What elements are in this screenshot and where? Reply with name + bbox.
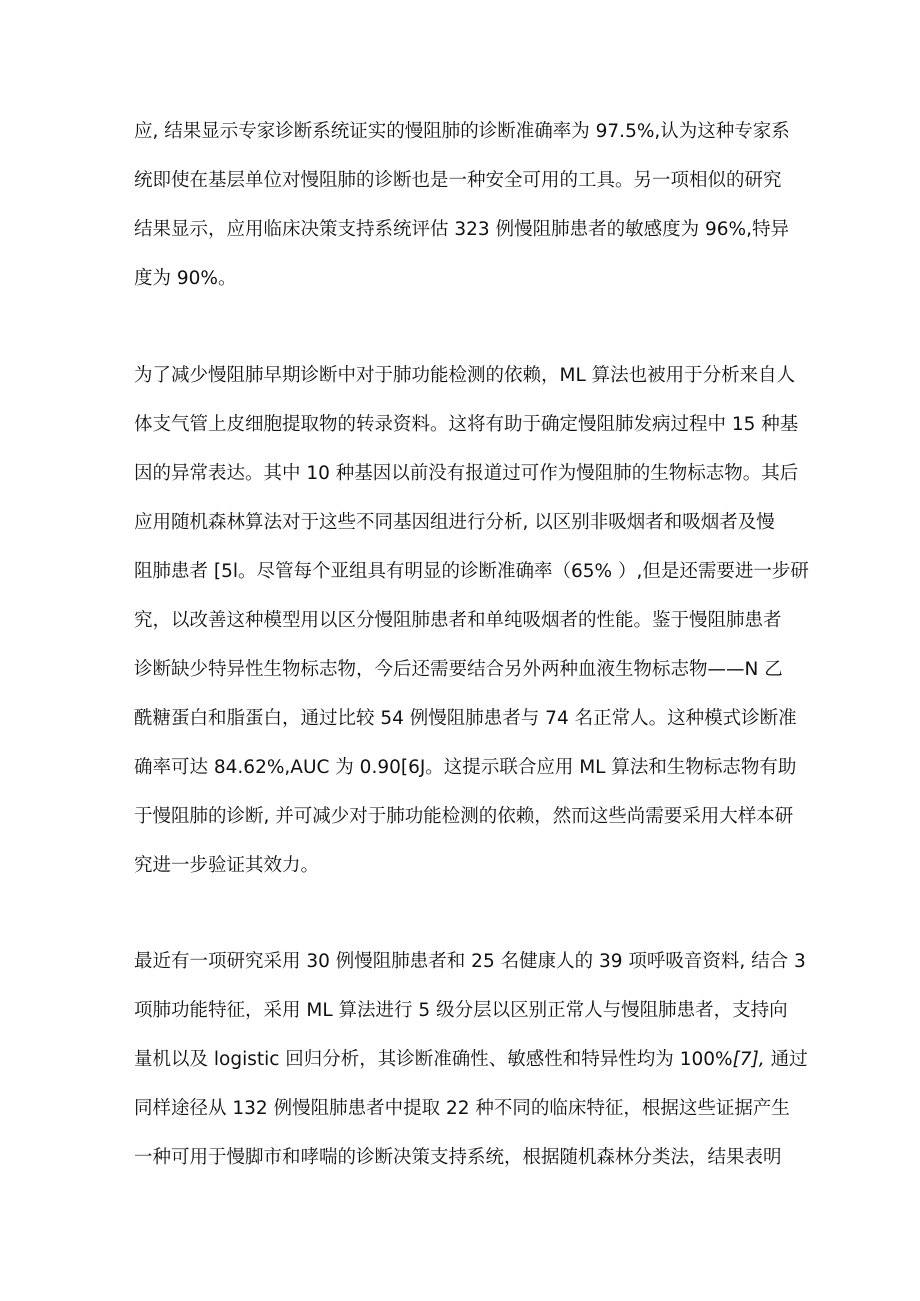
text-line: 因的异常表达。其中 10 种基因以前没有报道过可作为慢阻肺的生物标志物。其后 <box>134 463 799 484</box>
text-line: 为了减少慢阻肺早期诊断中对于肺功能检测的依赖，ML 算法也被用于分析来自人 <box>134 365 796 386</box>
text-line: 应用随机森林算法对于这些不同基因组进行分析, 以区别非吸烟者和吸烟者及慢 <box>134 512 775 533</box>
text-line: 体支气管上皮细胞提取物的转录资料。这将有助于确定慢阻肺发病过程中 15 种基 <box>134 414 799 435</box>
citation-ref: [7], <box>732 1049 765 1070</box>
text-line: 度为 90%。 <box>134 268 237 289</box>
text-line: 确率可达 84.62%,AUC 为 0.90[6J。这提示联合应用 ML 算法和生物标志物有助 <box>134 757 797 778</box>
text-segment: 通过 <box>764 1049 808 1070</box>
text-line: 项肺功能特征，采用 ML 算法进行 5 级分层以区别正常人与慢阻肺患者，支持向 <box>134 1000 788 1021</box>
text-line: 诊断缺少特异性生物标志物，今后还需要结合另外两种血液生物标志物——N 乙 <box>134 659 783 680</box>
text-line: 同样途径从 132 例慢阻肺患者中提取 22 种不同的临床特征，根据这些证据产生 <box>134 1098 790 1119</box>
text-line: 阻肺患者 [5l。尽管每个亚组具有明显的诊断准确率（65% ）,但是还需要进一步研 <box>134 561 809 582</box>
text-line: 统即使在基层单位对慢阻肺的诊断也是一种安全可用的工具。另一项相似的研究 <box>134 170 782 191</box>
text-line: 酰糖蛋白和脂蛋白，通过比较 54 例慢阻肺患者与 74 名正常人。这种模式诊断准 <box>134 708 797 729</box>
text-line: 结果显示，应用临床决策支持系统评估 323 例慢阻肺患者的敏感度为 96%,特异 <box>134 219 789 240</box>
text-line-with-citation <box>134 1045 814 1075</box>
text-line: 最近有一项研究采用 30 例慢阻肺患者和 25 名健康人的 39 项呼吸音资料, 结合 3 <box>134 951 806 972</box>
text-line: 应, 结果显示专家诊断系统证实的慢阻肺的诊断准确率为 97.5%,认为这种专家系 <box>134 121 790 142</box>
text-line: 于慢阻肺的诊断, 并可减少对于肺功能检测的依赖，然而这些尚需要采用大样本研 <box>134 806 794 827</box>
text-line: 究，以改善这种模型用以区分慢阻肺患者和单纯吸烟者的性能。鉴于慢阻肺患者 <box>134 610 782 631</box>
text-segment: 量机以及 logistic 回归分析，其诊断准确性、敏感性和特异性均为 100% <box>134 1049 733 1070</box>
text-line: 一种可用于慢脚市和哮喘的诊断决策支持系统，根据随机森林分类法，结果表明 <box>134 1147 782 1168</box>
text-line: 究进一步验证其效力。 <box>134 855 320 876</box>
